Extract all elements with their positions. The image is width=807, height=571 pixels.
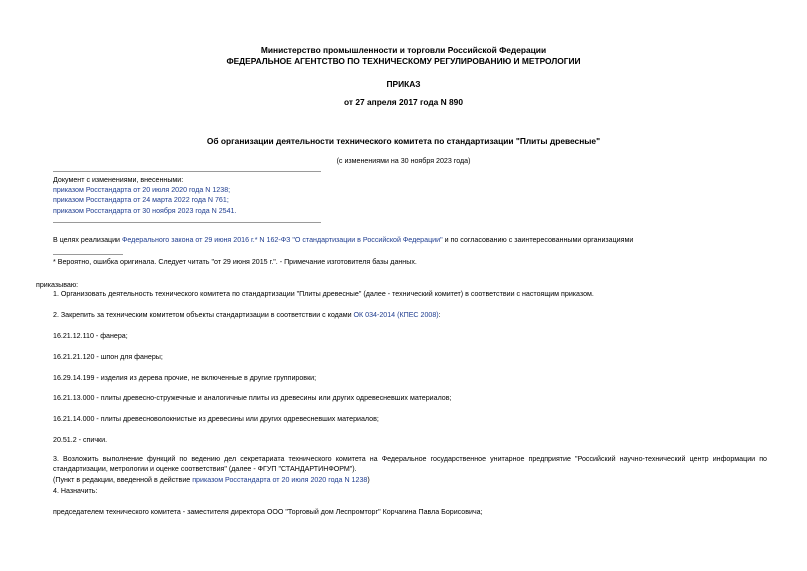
item-3: 3. Возложить выполнение функций по ведению дел секретариата технического комитета на Федеральное государственное унитарное предприятие "Российский научно-технический центр информации по стандартизации, метрологии и оценке соответствия" (далее - ФГУП "СТАНДАРТИНФОРМ"). <box>53 455 767 473</box>
okpd-link[interactable]: ОК 034-2014 (КПЕС 2008) <box>353 311 439 319</box>
code-item: 16.29.14.199 - изделия из дерева прочие, не включенные в другие группировки; <box>53 374 317 382</box>
change-link[interactable]: приказом Росстандарта от 24 марта 2022 года N 761; <box>53 196 229 204</box>
item-2 <box>53 311 441 319</box>
revision-note: (с изменениями на 30 ноября 2023 года) <box>336 157 471 165</box>
order-word: приказываю: <box>36 281 79 289</box>
changes-intro: Документ с изменениями, внесенными: <box>53 176 184 184</box>
item-3-note-text: (Пункт в редакции, введенной в действие <box>53 476 193 484</box>
divider-bottom <box>53 222 321 223</box>
document-type: ПРИКАЗ <box>386 79 421 89</box>
ministry-heading: Министерство промышленности и торговли Российской Федерации <box>260 45 547 55</box>
preamble-text: В целях реализации <box>53 236 122 244</box>
code-item: 20.51.2 - спички. <box>53 436 108 444</box>
code-item: 16.21.14.000 - плиты древесноволокнистые из древесины или других одревесневших материалов; <box>53 415 379 423</box>
change-link[interactable]: приказом Росстандарта от 20 июля 2020 года N 1238; <box>53 186 231 194</box>
preamble <box>53 236 633 244</box>
footnote-divider <box>53 254 123 255</box>
footnote: * Вероятно, ошибка оригинала. Следует читать "от 29 июня 2015 г.". - Примечание изготовителя базы данных. <box>53 258 417 266</box>
code-item: 16.21.12.110 - фанера; <box>53 332 128 340</box>
amendment-link[interactable]: приказом Росстандарта от 20 июля 2020 года N 1238 <box>192 476 368 484</box>
item-1: 1. Организовать деятельность технического комитета по стандартизации "Плиты древесные" (далее - технический комитет) в соответствии с настоящим приказом. <box>53 290 594 298</box>
item-3-note <box>53 476 370 484</box>
code-item: 16.21.21.120 - шпон для фанеры; <box>53 353 163 361</box>
federal-law-link[interactable]: Федерального закона от 29 июня 2016 г.* N 162-ФЗ "О стандартизации в Российской Федерации" <box>122 236 443 244</box>
item-3-note-text-end: ) <box>367 476 370 484</box>
item-2-text: 2. Закрепить за техническим комитетом объекты стандартизации в соответствии с кодами <box>53 311 354 319</box>
document-title: Об организации деятельности технического комитета по стандартизации "Плиты древесные" <box>206 136 601 146</box>
item-4: 4. Назначить: <box>53 487 98 495</box>
code-item: 16.21.13.000 - плиты древесно-стружечные и аналогичные плиты из древесины или других одревесневших материалов; <box>53 394 452 402</box>
change-link[interactable]: приказом Росстандарта от 30 ноября 2023 года N 2541. <box>53 207 237 215</box>
item-2-text-end: : <box>438 311 441 319</box>
agency-heading: ФЕДЕРАЛЬНОЕ АГЕНТСТВО ПО ТЕХНИЧЕСКОМУ РЕГУЛИРОВАНИЮ И МЕТРОЛОГИИ <box>226 56 581 66</box>
preamble-text-end: и по согласованию с заинтересованными организациями <box>442 236 634 244</box>
chairman-line: председателем технического комитета - заместителя директора ООО "Торговый дом Леспромторг" Корчагина Павла Борисовича; <box>53 508 483 516</box>
document-date-number: от 27 апреля 2017 года N 890 <box>344 97 463 107</box>
divider-top <box>53 171 321 172</box>
